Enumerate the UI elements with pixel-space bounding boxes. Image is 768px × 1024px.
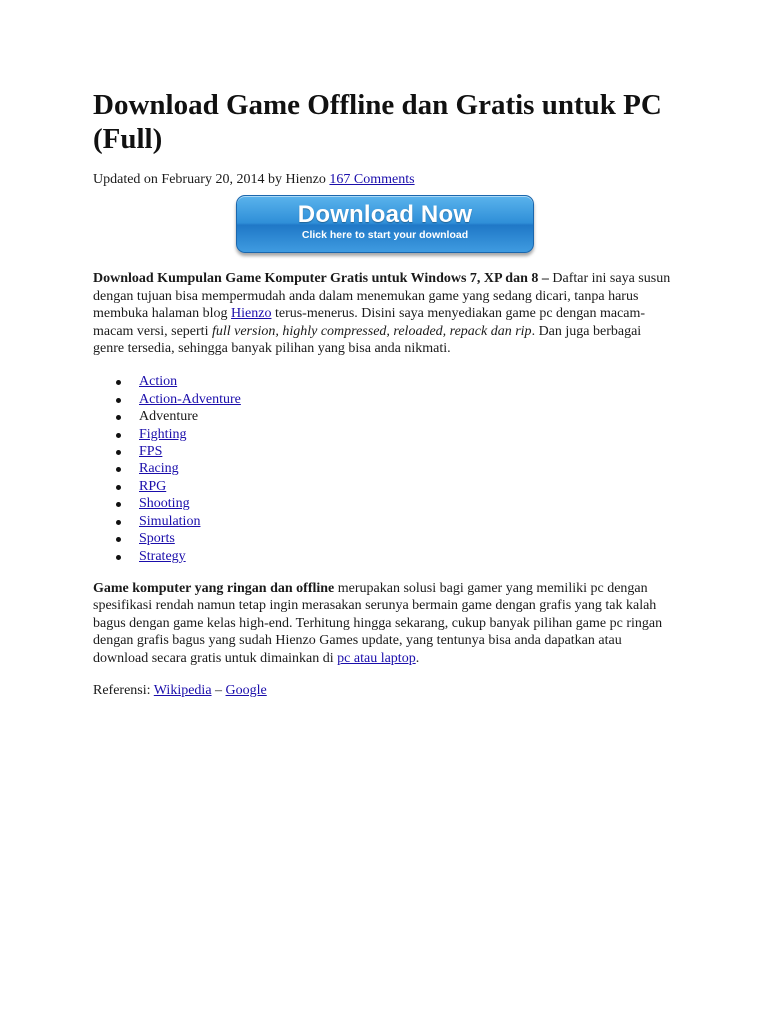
article-meta (93, 171, 678, 188)
genre-list (93, 373, 678, 564)
comments-link[interactable]: 167 Comments (329, 172, 415, 187)
download-now-button[interactable] (236, 195, 534, 253)
genre-item (139, 373, 678, 390)
genre-item (139, 391, 678, 408)
genre-link-rpg[interactable]: RPG (139, 478, 167, 494)
download-button-title: Download Now (297, 201, 473, 229)
bullet (116, 467, 121, 472)
bullet (116, 502, 121, 507)
intro-versions: full version, highly compressed, reloaded, repack dan rip (211, 323, 532, 339)
genre-item (139, 530, 678, 547)
genre-item (139, 460, 678, 477)
genre-link-racing[interactable]: Racing (139, 461, 179, 477)
para2-text-2: . (415, 650, 420, 666)
genre-text-adventure: Adventure (139, 409, 199, 425)
genre-item (139, 495, 678, 512)
bullet (116, 433, 121, 438)
genre-link-action[interactable]: Action (139, 374, 178, 390)
genre-item (139, 478, 678, 495)
genre-link-strategy[interactable]: Strategy (139, 548, 186, 564)
genre-item (139, 513, 678, 530)
para2-text-1: merupakan solusi bagi gamer yang memiliki pc dengan spesifikasi rendah namun tetap ingin merasakan serunya bermain game dengan grafis yang tak kalah bagus dengan game kelas high-end. Terhitung hingga sekarang, cukup banyak pilihan game pc ringan dengan grafis bagus yang sudah Hienzo Games update, yang tentunya bisa anda dapatkan atau download secara gratis untuk dimainkan di (93, 580, 663, 666)
intro-text-2: terus-menerus. Disini saya menyediakan game pc dengan macam-macam versi, seperti (93, 306, 646, 339)
genre-item (139, 548, 678, 565)
genre-item (139, 443, 678, 460)
genre-item (139, 408, 678, 425)
bullet (116, 555, 121, 560)
bullet (116, 398, 121, 403)
intro-text-3: . Dan juga berbagai genre tersedia, sehingga banyak pilihan yang bisa anda nikmati. (93, 323, 642, 357)
bullet (116, 520, 121, 525)
bullet (116, 380, 121, 385)
download-banner (93, 195, 678, 253)
download-button-subtitle: Click here to start your download (301, 229, 469, 242)
article (93, 88, 678, 699)
bullet (116, 485, 121, 490)
genre-link-sports[interactable]: Sports (139, 531, 175, 547)
para2-bold-lead: Game komputer yang ringan dan offline (93, 580, 335, 596)
genre-link-fighting[interactable]: Fighting (139, 426, 187, 442)
genre-link-action-adventure[interactable]: Action-Adventure (139, 391, 241, 407)
genre-item (139, 426, 678, 443)
references-label: Referensi: (93, 682, 154, 698)
bullet (116, 450, 121, 455)
pc-laptop-link[interactable]: pc atau laptop (337, 650, 416, 666)
genre-link-fps[interactable]: FPS (139, 444, 163, 460)
intro-text-1: Daftar ini saya susun dengan tujuan bisa mempermudah anda dalam menemukan game yang sedang dicari, tanpa harus membuka halaman blog (93, 271, 671, 322)
bullet (116, 415, 121, 420)
meta-text: Updated on February 20, 2014 by Hienzo (93, 172, 326, 187)
intro-bold-lead: Download Kumpulan Game Komputer Gratis untuk Windows 7, XP dan 8 – (93, 271, 549, 287)
article-title: Download Game Offline dan Gratis untuk PC (Full) (93, 89, 662, 155)
bullet (116, 537, 121, 542)
wikipedia-link[interactable]: Wikipedia (153, 682, 212, 698)
genre-link-simulation[interactable]: Simulation (139, 513, 201, 529)
references-separator: – (211, 682, 226, 698)
body-paragraph (93, 580, 675, 667)
hienzo-link[interactable]: Hienzo (231, 306, 272, 322)
references (93, 682, 678, 699)
intro-paragraph (93, 270, 675, 357)
genre-link-shooting[interactable]: Shooting (139, 496, 190, 512)
google-link[interactable]: Google (225, 682, 267, 698)
